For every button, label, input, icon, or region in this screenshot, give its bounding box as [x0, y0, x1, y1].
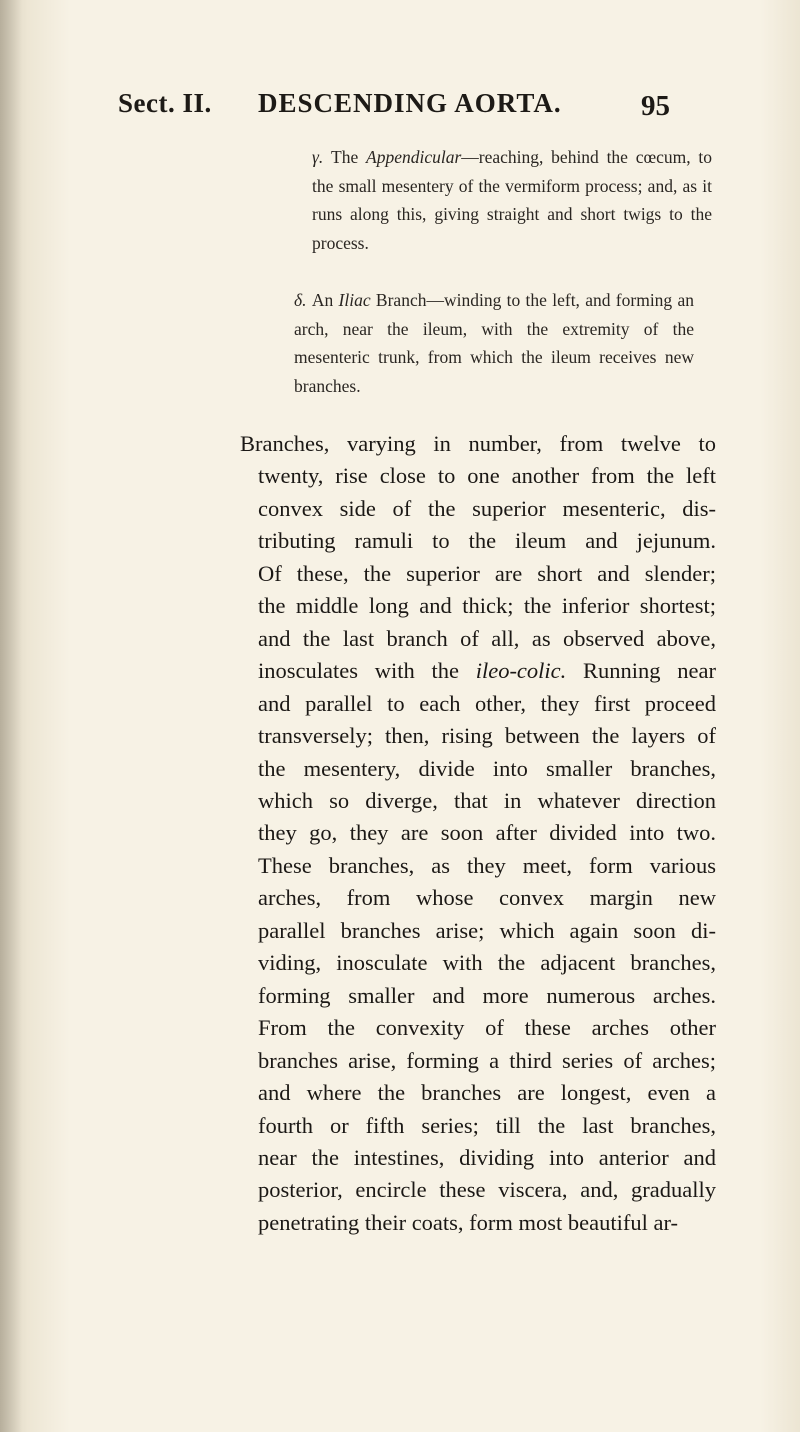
paragraph-line: and parallel to each other, they first proceed — [258, 690, 716, 716]
paragraph-line: From the convexity of these arches other — [258, 1015, 716, 1041]
subsection-label: Appendicular — [366, 147, 462, 167]
paragraph-line: parallel branches arise; which again soon di- — [258, 917, 716, 943]
subsection-label: Iliac — [338, 290, 371, 310]
paragraph-line: twenty, rise close to one another from the left — [258, 463, 716, 489]
paragraph-line: tributing ramuli to the ileum and jejunum. — [258, 528, 716, 554]
subsection-marker: γ. — [312, 147, 324, 167]
subsection-text: Branch—winding to the left, and forming an arch, near the ileum, with the extremity of the mesenteric trunk, from which the ileum receives new branches. — [294, 290, 695, 396]
paragraph-line: convex side of the superior mesenteric, dis- — [258, 495, 716, 521]
section-label: Sect. II. — [118, 88, 212, 118]
paragraph-line: penetrating their coats, form most beautiful ar- — [258, 1209, 679, 1235]
paragraph-line: transversely; then, rising between the layers of — [258, 723, 716, 749]
subsection-appendicular — [312, 143, 712, 257]
subsection-lead: The — [331, 147, 359, 167]
page-gutter-shadow — [0, 0, 22, 1432]
paragraph-line: and where the branches are longest, even a — [258, 1080, 716, 1106]
subsection-marker: δ. — [294, 290, 307, 310]
page-title: DESCENDING AORTA. — [258, 88, 562, 118]
subsection-lead: An — [311, 290, 334, 310]
paragraph-line: These branches, as they meet, form various — [258, 852, 716, 878]
subsection-iliac — [294, 286, 694, 400]
line-text: inosculates with the — [258, 658, 459, 684]
page-number: 95 — [641, 90, 670, 122]
paragraph-line: posterior, encircle these viscera, and, gradually — [258, 1177, 716, 1203]
italic-term: ileo-colic. — [475, 658, 567, 684]
paragraph-line: viding, inosculate with the adjacent branches, — [258, 950, 716, 976]
body-paragraph — [240, 428, 717, 1239]
paragraph-line: forming smaller and more numerous arches. — [258, 982, 716, 1008]
paragraph-line: they go, they are soon after divided into two. — [258, 820, 716, 846]
paragraph-line: fourth or fifth series; till the last branches, — [258, 1112, 716, 1138]
paragraph-line: arches, from whose convex margin new — [258, 885, 716, 911]
running-header — [118, 88, 758, 128]
paragraph-line: and the last branch of all, as observed above, — [258, 625, 716, 651]
paragraph-line: the middle long and thick; the inferior shortest; — [258, 593, 716, 619]
paragraph-line: Of these, the superior are short and slender; — [258, 560, 716, 586]
paragraph-line: branches arise, forming a third series of arches; — [258, 1047, 716, 1073]
subsection-text: —reaching, behind the cœcum, to the small mesentery of the vermiform process; and, as it runs along this, giving straight and short twigs to the process. — [312, 147, 712, 253]
line-text: Running near — [583, 658, 717, 684]
paragraph-line: which so diverge, that in whatever direction — [258, 787, 716, 813]
paragraph-line: near the intestines, dividing into anterior and — [258, 1144, 716, 1170]
paragraph-line: the mesentery, divide into smaller branches, — [258, 755, 716, 781]
paragraph-line-with-term — [258, 655, 716, 687]
paragraph-line: Branches, varying in number, from twelve to — [240, 431, 716, 456]
